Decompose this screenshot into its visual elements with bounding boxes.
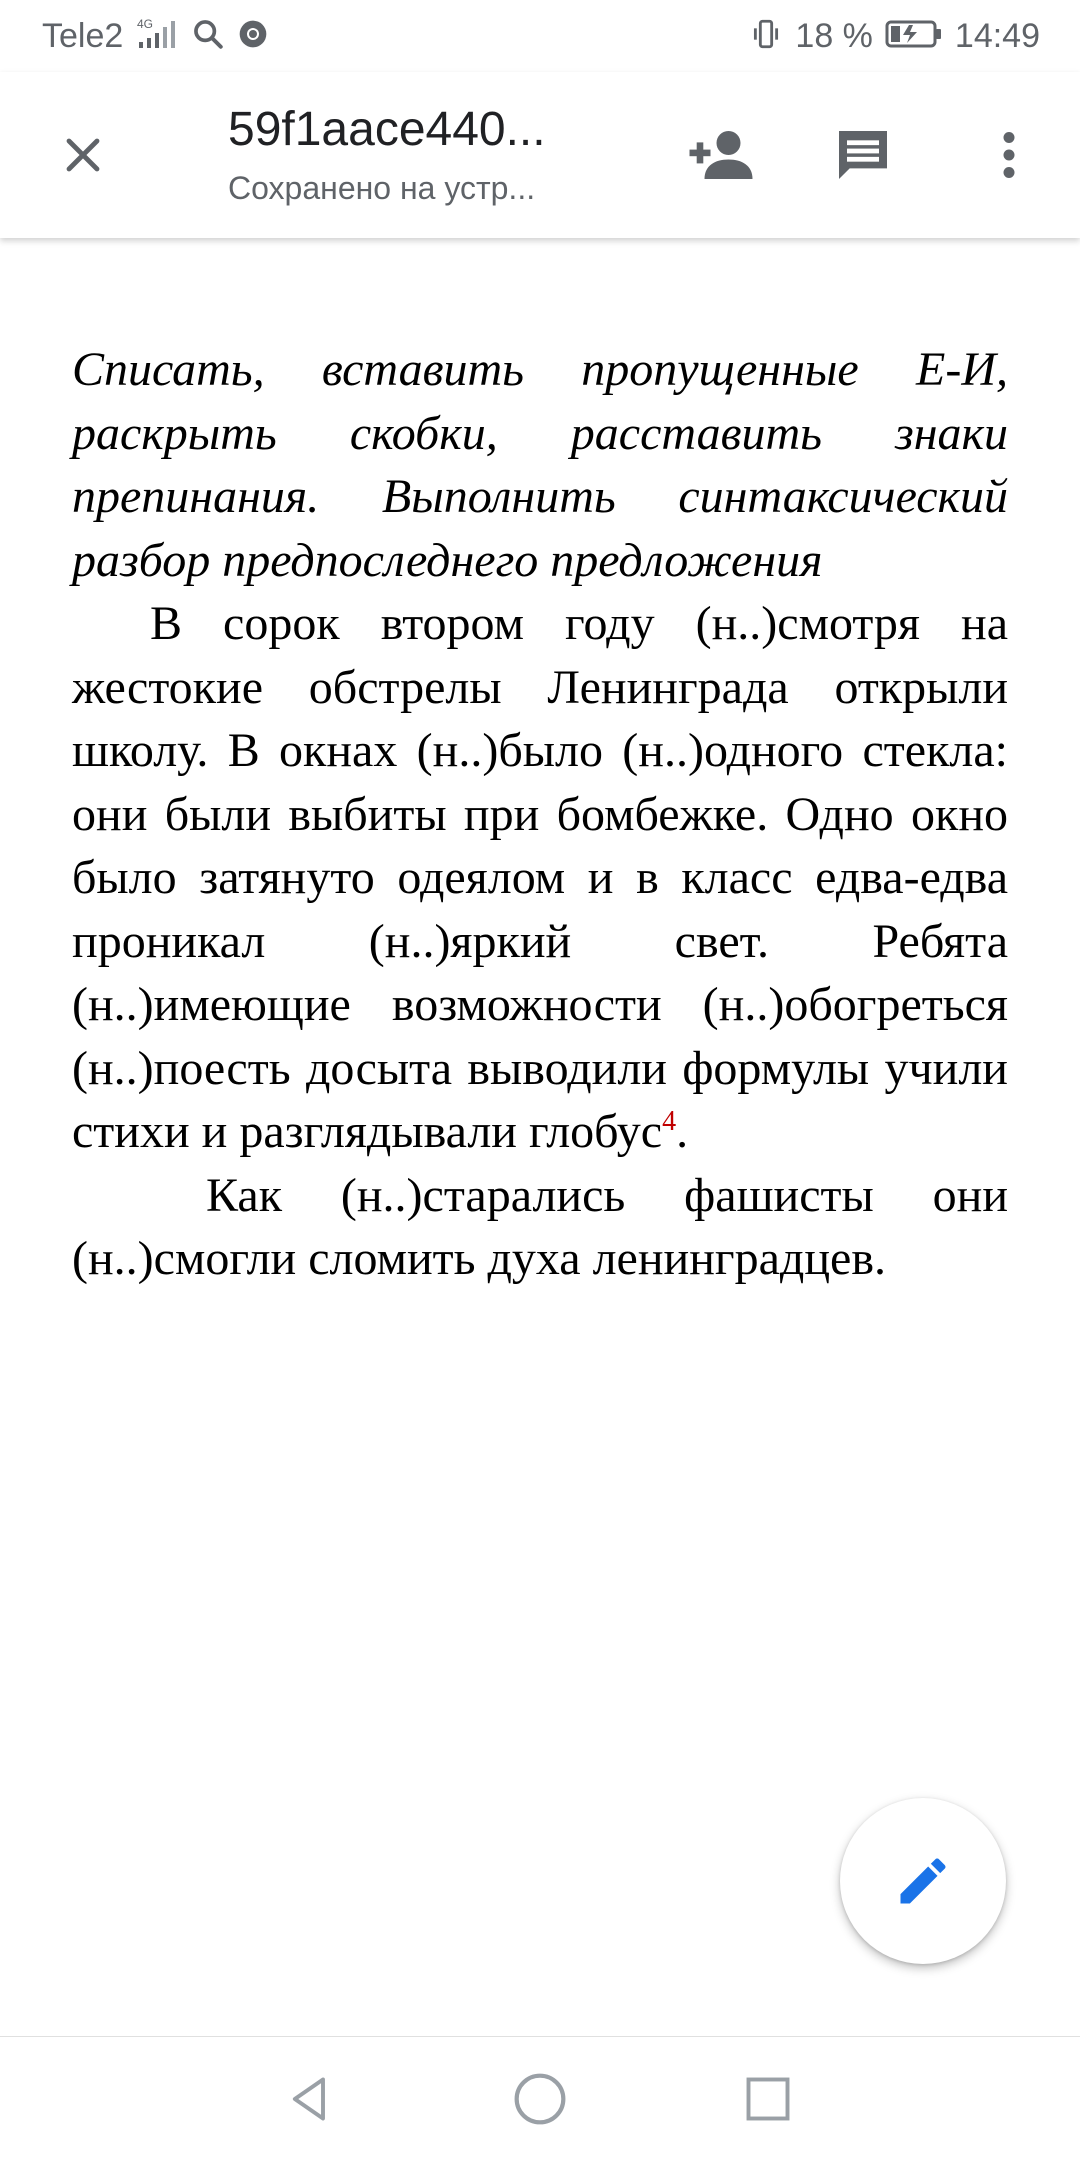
status-bar <box>0 0 1080 72</box>
comment-icon <box>831 123 895 187</box>
clock: 14:49 <box>954 16 1040 55</box>
carrier-name: Tele2 <box>42 16 124 55</box>
status-right <box>749 14 1040 58</box>
paragraph-2: Как (н..)старались фашисты они (н..)смогли сломить духа ленинградцев. <box>72 1168 1008 1285</box>
navigation-bar <box>0 2036 1080 2160</box>
paragraph-1 <box>72 592 1008 1164</box>
recents-square-icon <box>742 2073 794 2125</box>
nav-back-button[interactable] <box>278 2067 342 2131</box>
home-circle-icon <box>512 2071 568 2127</box>
close-icon <box>59 131 107 179</box>
signal-icon <box>135 16 179 57</box>
battery-percent: 18 % <box>795 16 873 55</box>
close-button[interactable] <box>42 114 124 196</box>
chrome-icon <box>237 18 269 55</box>
app-bar <box>0 72 1080 238</box>
nav-home-button[interactable] <box>508 2067 572 2131</box>
comments-button[interactable] <box>822 114 904 196</box>
document-subtitle: Сохранено на устр... <box>228 170 536 206</box>
edit-pencil-icon <box>893 1851 953 1911</box>
status-left <box>42 14 269 58</box>
nav-recents-button[interactable] <box>736 2067 800 2131</box>
battery-charging-icon <box>885 19 943 54</box>
more-vert-icon <box>989 125 1029 185</box>
more-options-button[interactable] <box>968 114 1050 196</box>
share-button[interactable] <box>680 114 762 196</box>
paragraph-1-text: В сорок втором году (н..)смотря на жестокие обстрелы Ленинграда открыли школу. В окнах (н..)было (н..)одного стекла: они были выбиты при бомбежке. Одно окно было затянуто одеялом и в класс едва-едва проникал (н..)яркий свет. Ребята (н..)имеющие возможности (н..)обогреться (н..)поесть досыта выводили формулы учили стихи и разглядывали глобус <box>72 597 1008 1158</box>
document-body <box>72 338 1008 1291</box>
footnote-marker[interactable]: 4 <box>662 1106 677 1137</box>
back-triangle-icon <box>284 2071 336 2127</box>
task-instruction: Списать, вставить пропущенные Е-И, раскрыть скобки, расставить знаки препинания. Выполнить синтаксический разбор предпоследнего предложения <box>72 343 1008 587</box>
paragraph-1-end: . <box>676 1105 689 1158</box>
document-title: 59f1aace440... <box>228 103 546 156</box>
add-person-icon <box>685 119 757 191</box>
network-type-label: 4G <box>137 16 154 31</box>
edit-button[interactable] <box>840 1798 1006 1964</box>
document-viewer[interactable] <box>0 238 1080 2036</box>
search-icon <box>191 17 225 56</box>
vibrate-icon <box>749 17 783 56</box>
